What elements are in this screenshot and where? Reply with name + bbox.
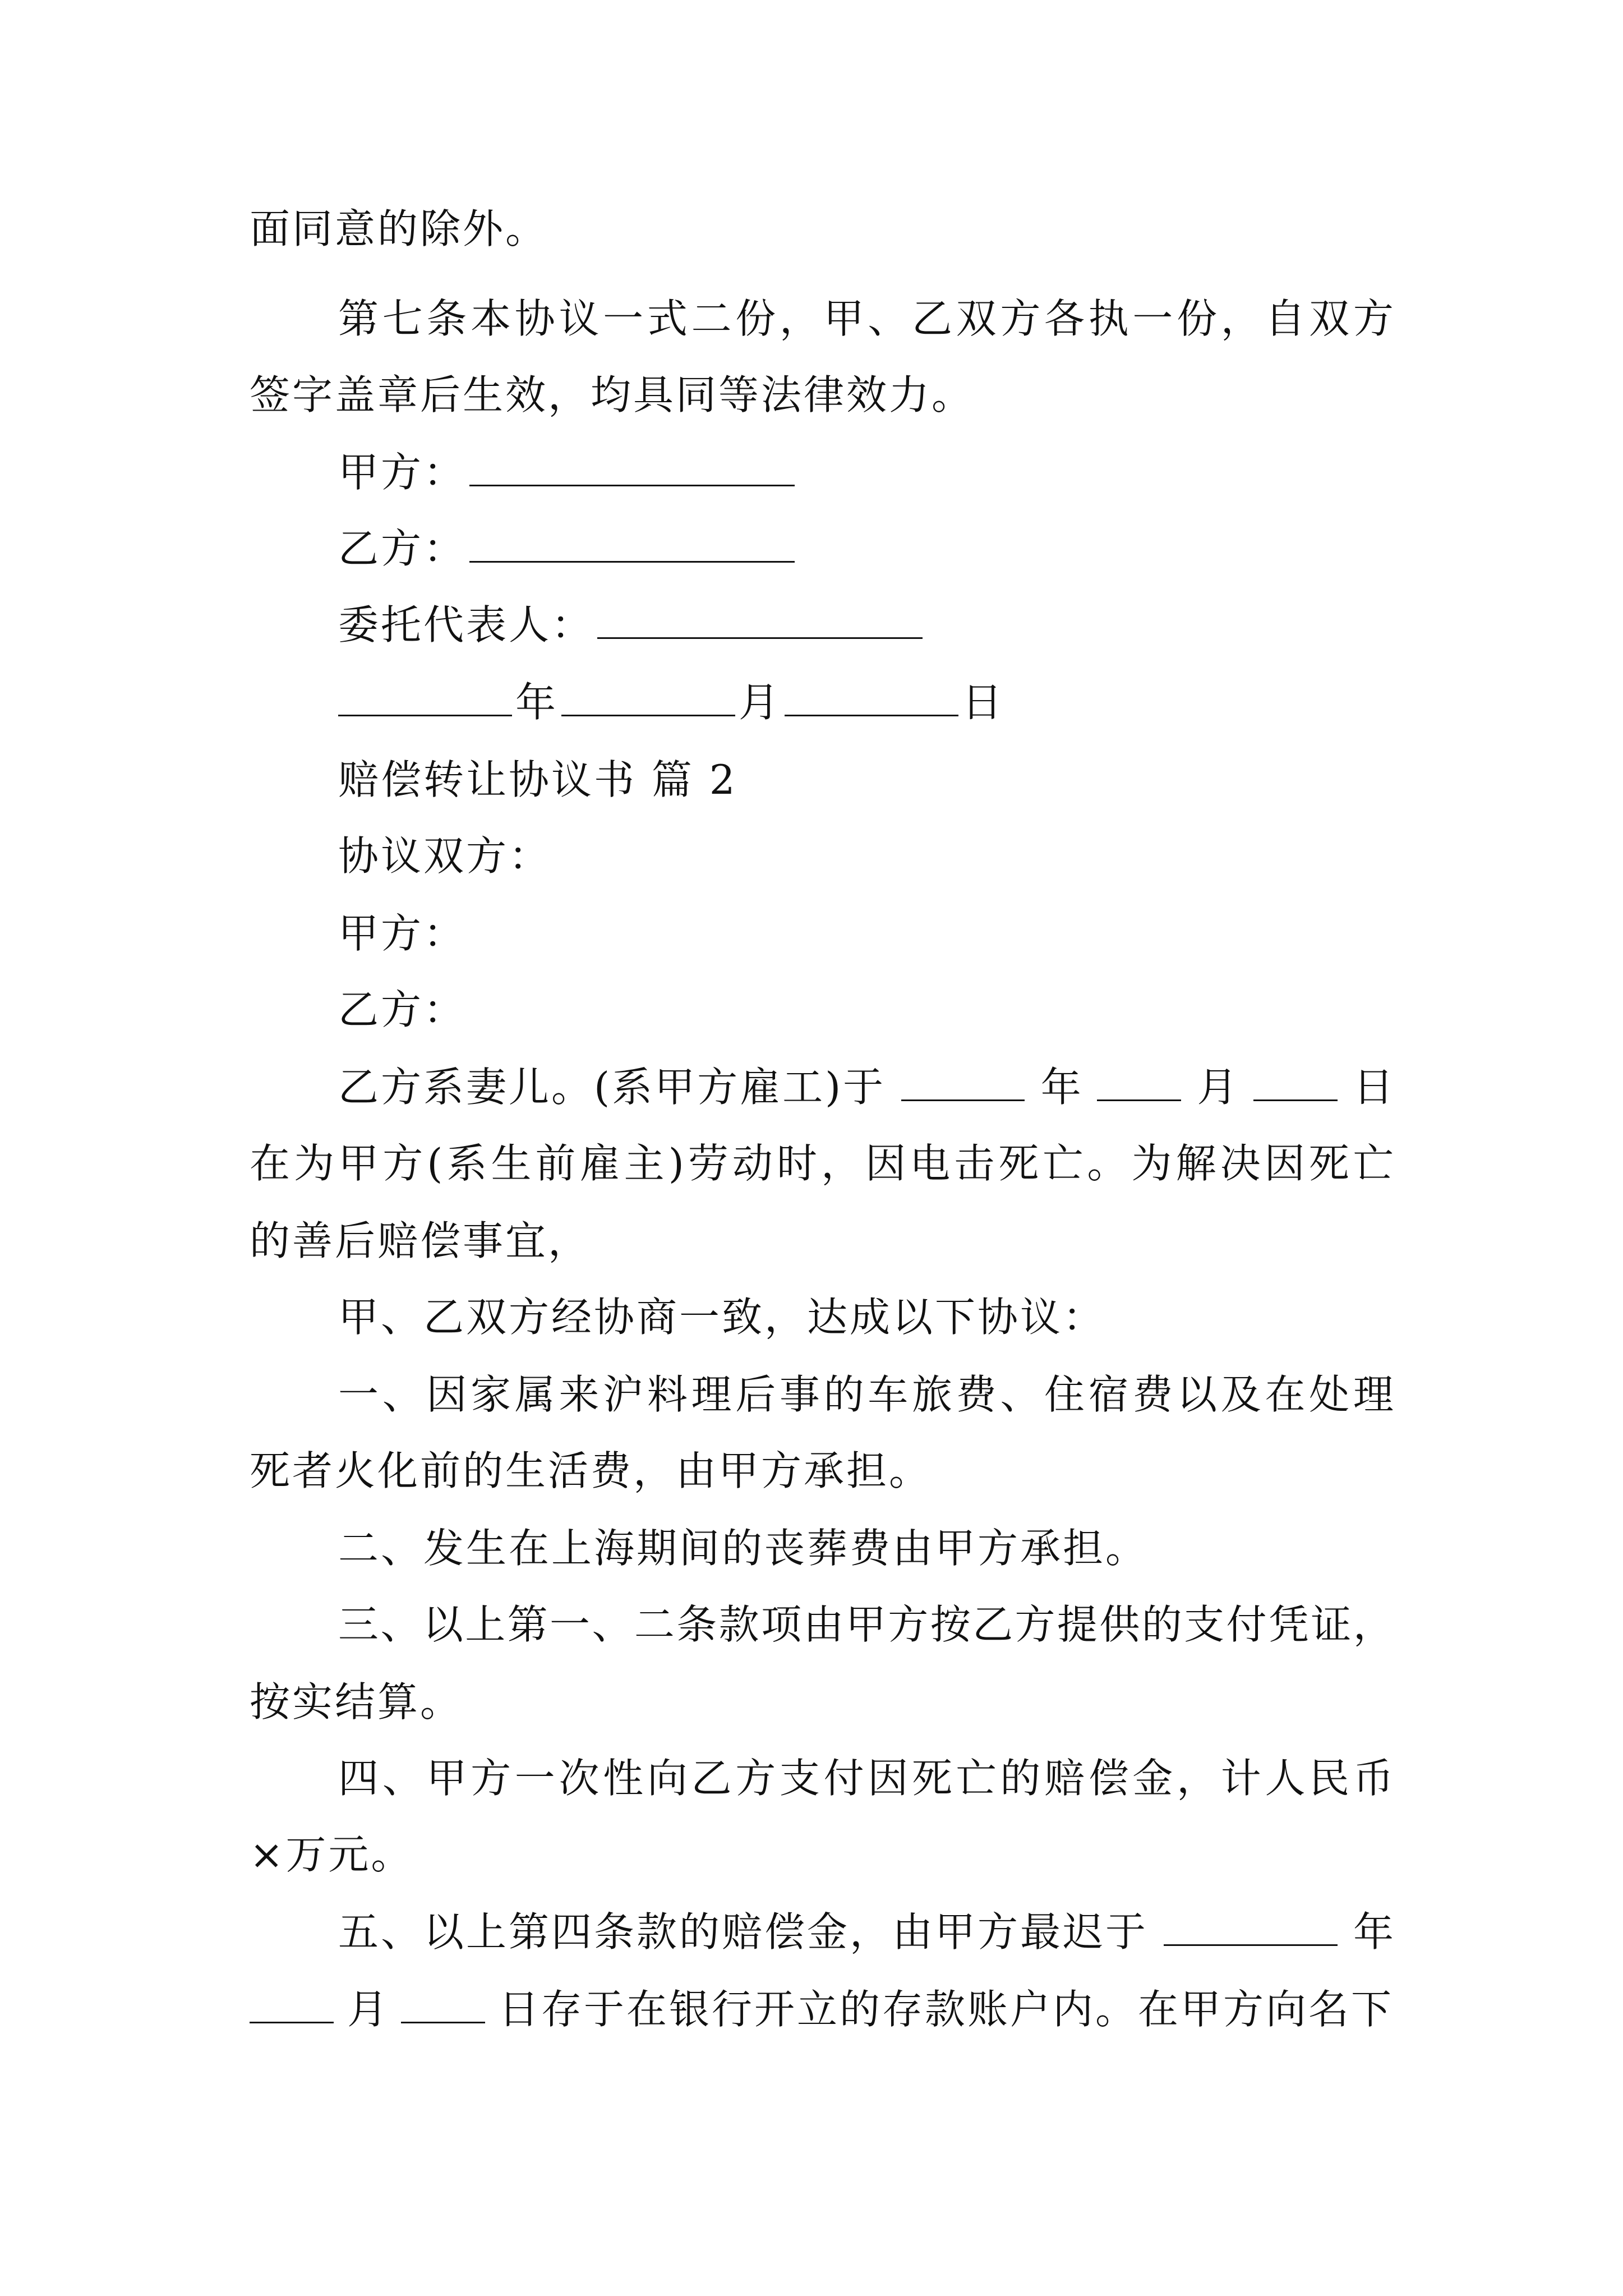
text-line: 死者火化前的生活费，由甲方承担。: [250, 1447, 932, 1494]
text-line: ×万元。: [250, 1831, 414, 1878]
blank-field: [469, 526, 795, 563]
field-label: 甲方：: [338, 449, 467, 496]
text-line: 在 为 甲 方 ( 系 生 前 雇 主 ) 劳 动 时 ， 因 电 击 死 亡 。 为 解 决 因 死 亡: [250, 1140, 1394, 1187]
text-line: 四 、 甲 方 一 次 性 向 乙 方 支 付 因 死 亡 的 赔 偿 金 ， 计 人 民 币: [338, 1755, 1394, 1802]
text-line: 一 、 因 家 属 来 沪 料 理 后 事 的 车 旅 费 、 住 宿 费 以 及 在 处 理: [338, 1371, 1394, 1418]
text-line: 二、发生在上海期间的丧葬费由甲方承担。: [338, 1525, 1149, 1572]
blank-field: [901, 1065, 1025, 1101]
text-line: 三 、 以 上 第 一 、 二 条 款 项 由 甲 方 按 乙 方 提 供 的 支 付 凭 证 ，: [338, 1601, 1394, 1648]
field-label: 乙方：: [338, 525, 467, 572]
date-month-label: 月: [739, 679, 782, 726]
text-line: 协议双方：: [338, 832, 552, 880]
blank-field: [338, 680, 512, 716]
blank-field: [401, 1987, 485, 2023]
blank-field: [469, 450, 795, 486]
signature-line-party-a: [338, 439, 1482, 506]
blank-field: [561, 680, 735, 716]
field-label: 委托代表人：: [338, 601, 594, 648]
text-segment: 乙方系妻儿。(系甲方雇工)于: [338, 1064, 886, 1111]
text-line-with-blanks: [338, 1898, 1394, 1966]
date-year-label: 年: [1353, 1908, 1394, 1955]
blank-field: [1164, 1910, 1338, 1946]
text-line-with-blanks: [338, 1053, 1394, 1121]
date-month-label: 月: [347, 1986, 388, 2033]
date-line: [338, 669, 1482, 736]
text-line: 签字盖章后生效，均具同等法律效力。: [250, 371, 975, 418]
blank-field: [1253, 1065, 1338, 1101]
date-day-label: 日: [1353, 1064, 1394, 1111]
text-segment: 五、以上第四条款的赔偿金，由甲方最迟于: [338, 1908, 1149, 1955]
text-line: 甲方：: [338, 910, 467, 957]
text-line: 甲、乙双方经协商一致，达成以下协议：: [338, 1294, 1106, 1341]
date-month-label: 月: [1197, 1064, 1238, 1111]
text-line: 乙方：: [338, 986, 467, 1033]
signature-line-representative: [338, 591, 1482, 659]
blank-field: [785, 680, 958, 716]
section-heading: 赔偿转让协议书 篇 2: [338, 756, 737, 803]
text-segment: 日存于在银行开立的存款账户内。在甲方向名下: [498, 1986, 1394, 2033]
date-day-label: 日: [962, 679, 1005, 726]
date-year-label: 年: [1040, 1064, 1081, 1111]
text-line-with-blanks: [250, 1976, 1394, 2043]
text-line: 第 七 条 本 协 议 一 式 二 份 ， 甲 、 乙 双 方 各 执 一 份 ， 自 双 方: [338, 295, 1394, 342]
blank-field: [250, 1987, 334, 2023]
signature-line-party-b: [338, 515, 1482, 582]
text-line: 的善后赔偿事宜，: [250, 1217, 591, 1264]
blank-field: [1097, 1065, 1181, 1101]
text-line: 面同意的除外。: [250, 205, 548, 252]
blank-field: [597, 602, 923, 639]
date-year-label: 年: [515, 679, 559, 726]
text-line: 按实结算。: [250, 1678, 463, 1726]
